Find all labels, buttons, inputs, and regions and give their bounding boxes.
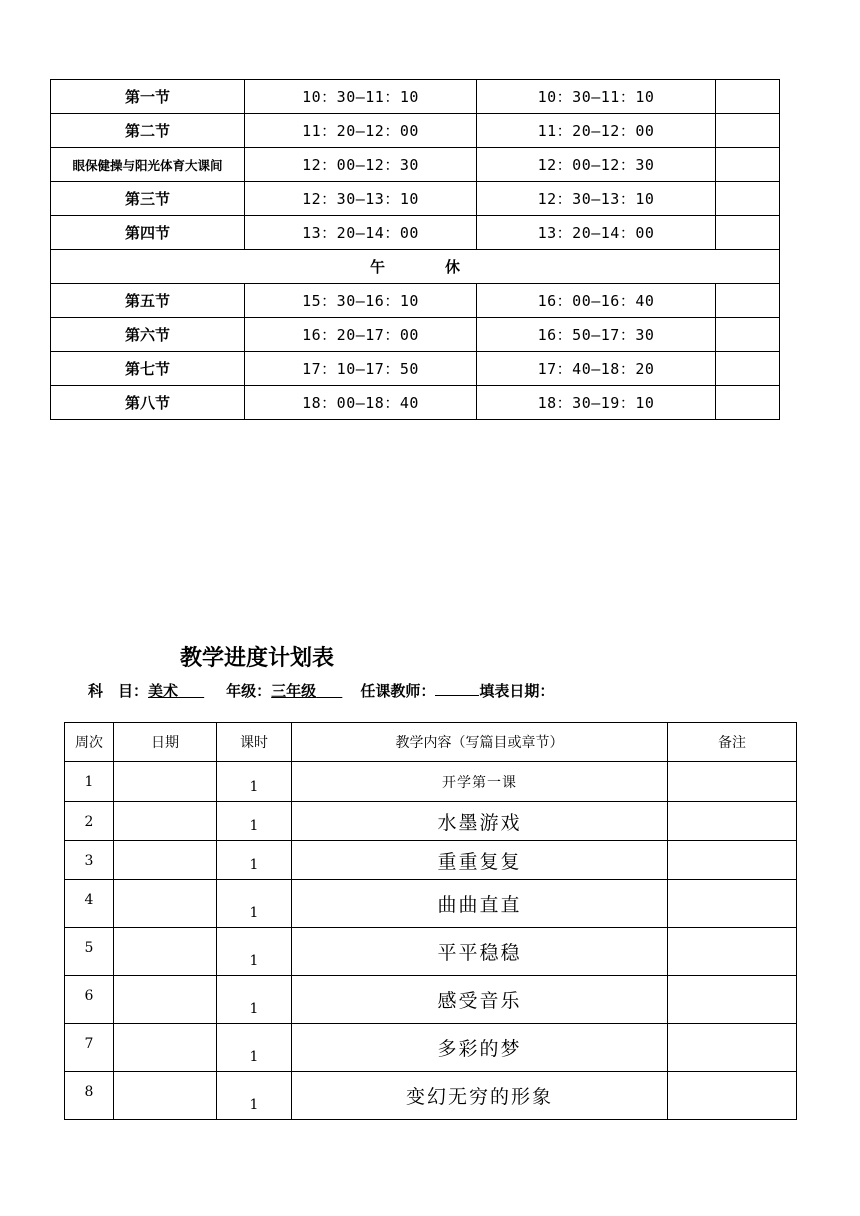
time-slot-b: 10：30—11：10: [477, 80, 716, 114]
schedule-note: [716, 216, 780, 250]
date-cell: [114, 1024, 217, 1072]
hours-cell: 1: [217, 802, 292, 841]
header-note: 备注: [668, 723, 797, 762]
header-content: 教学内容（写篇目或章节）: [292, 723, 668, 762]
content-cell: 多彩的梦: [292, 1024, 668, 1072]
hours-cell: 1: [217, 880, 292, 928]
teacher-blank: [435, 683, 479, 696]
plan-row: [65, 841, 797, 880]
time-slot-a: 17：10—17：50: [245, 352, 477, 386]
schedule-row: [51, 318, 780, 352]
plan-row: [65, 802, 797, 841]
week-number: 3: [65, 841, 114, 880]
schedule-note: [716, 182, 780, 216]
date-cell: [114, 1072, 217, 1120]
schedule-row: [51, 148, 780, 182]
plan-row: [65, 928, 797, 976]
plan-row: [65, 880, 797, 928]
schedule-row: [51, 216, 780, 250]
schedule-note: [716, 318, 780, 352]
period-name: 第六节: [51, 318, 245, 352]
note-cell: [668, 976, 797, 1024]
noon-break-cell: [51, 250, 780, 284]
schedule-note: [716, 284, 780, 318]
schedule-row: [51, 352, 780, 386]
subject-value: 美术: [148, 682, 179, 700]
plan-row: [65, 1024, 797, 1072]
time-slot-a: 11：20—12：00: [245, 114, 477, 148]
class-schedule-table: [50, 79, 780, 420]
plan-row: [65, 976, 797, 1024]
period-name: 第二节: [51, 114, 245, 148]
hours-cell: 1: [217, 1024, 292, 1072]
date-cell: [114, 841, 217, 880]
time-slot-b: 13：20—14：00: [477, 216, 716, 250]
note-cell: [668, 1072, 797, 1120]
hours-cell: 1: [217, 1072, 292, 1120]
grade-value: 三年级: [271, 682, 317, 700]
plan-row: [65, 1072, 797, 1120]
week-number: 8: [65, 1072, 114, 1120]
week-number: 2: [65, 802, 114, 841]
schedule-row: [51, 182, 780, 216]
subject-label: 科 目：: [88, 682, 149, 700]
date-cell: [114, 928, 217, 976]
period-name: 第五节: [51, 284, 245, 318]
schedule-row: [51, 386, 780, 420]
week-number: 4: [65, 880, 114, 928]
time-slot-a: 15：30—16：10: [245, 284, 477, 318]
hours-cell: 1: [217, 762, 292, 802]
content-cell: 平平稳稳: [292, 928, 668, 976]
teacher-label: 任课教师：: [360, 682, 436, 700]
period-name: 第四节: [51, 216, 245, 250]
week-number: 6: [65, 976, 114, 1024]
date-cell: [114, 880, 217, 928]
note-cell: [668, 928, 797, 976]
plan-header-row: [65, 723, 797, 762]
header-hours: 课时: [217, 723, 292, 762]
plan-meta-line: [88, 680, 554, 701]
time-slot-b: 16：50—17：30: [477, 318, 716, 352]
period-name: 第三节: [51, 182, 245, 216]
hours-cell: 1: [217, 841, 292, 880]
week-number: 7: [65, 1024, 114, 1072]
content-cell: 曲曲直直: [292, 880, 668, 928]
period-name: 第七节: [51, 352, 245, 386]
teaching-plan-table: [64, 722, 797, 1120]
schedule-note: [716, 148, 780, 182]
time-slot-b: 17：40—18：20: [477, 352, 716, 386]
note-cell: [668, 1024, 797, 1072]
schedule-note: [716, 80, 780, 114]
content-cell: 变幻无穷的形象: [292, 1072, 668, 1120]
time-slot-b: 11：20—12：00: [477, 114, 716, 148]
period-name: 眼保健操与阳光体育大课间: [51, 148, 245, 182]
time-slot-b: 12：30—13：10: [477, 182, 716, 216]
date-cell: [114, 976, 217, 1024]
time-slot-a: 16：20—17：00: [245, 318, 477, 352]
note-cell: [668, 802, 797, 841]
noon-break-row: [51, 250, 780, 284]
note-cell: [668, 880, 797, 928]
note-cell: [668, 841, 797, 880]
schedule-row: [51, 80, 780, 114]
content-cell: 重重复复: [292, 841, 668, 880]
schedule-note: [716, 114, 780, 148]
time-slot-b: 16：00—16：40: [477, 284, 716, 318]
time-slot-a: 12：00—12：30: [245, 148, 477, 182]
grade-label: 年级：: [226, 682, 272, 700]
schedule-note: [716, 386, 780, 420]
time-slot-a: 13：20—14：00: [245, 216, 477, 250]
time-slot-a: 10：30—11：10: [245, 80, 477, 114]
time-slot-a: 12：30—13：10: [245, 182, 477, 216]
hours-cell: 1: [217, 976, 292, 1024]
note-cell: [668, 762, 797, 802]
date-cell: [114, 762, 217, 802]
time-slot-b: 18：30—19：10: [477, 386, 716, 420]
schedule-row: [51, 114, 780, 148]
time-slot-b: 12：00—12：30: [477, 148, 716, 182]
schedule-row: [51, 284, 780, 318]
content-cell: 开学第一课: [292, 762, 668, 802]
plan-row: [65, 762, 797, 802]
period-name: 第一节: [51, 80, 245, 114]
content-cell: 感受音乐: [292, 976, 668, 1024]
noon-break-char-1: 午: [369, 258, 385, 276]
time-slot-a: 18：00—18：40: [245, 386, 477, 420]
noon-break-char-2: 休: [445, 258, 461, 276]
date-cell: [114, 802, 217, 841]
header-date: 日期: [114, 723, 217, 762]
content-cell: 水墨游戏: [292, 802, 668, 841]
hours-cell: 1: [217, 928, 292, 976]
plan-title: 教学进度计划表: [180, 646, 335, 671]
date-label: 填表日期：: [479, 682, 555, 700]
week-number: 1: [65, 762, 114, 802]
schedule-note: [716, 352, 780, 386]
period-name: 第八节: [51, 386, 245, 420]
week-number: 5: [65, 928, 114, 976]
header-week: 周次: [65, 723, 114, 762]
